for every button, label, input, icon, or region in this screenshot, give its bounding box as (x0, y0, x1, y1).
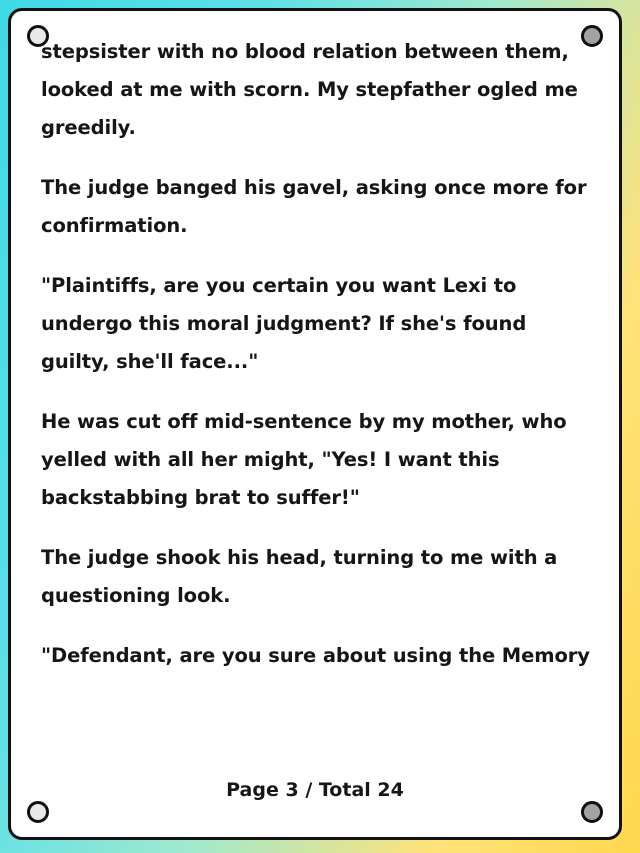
binder-hole-bottom-right (581, 801, 603, 823)
page-footer (11, 779, 619, 801)
paragraph: The judge banged his gavel, asking once more for confirmation. (41, 176, 587, 237)
paragraph: "Defendant, are you sure about using the Memory (41, 644, 590, 667)
document-page (8, 8, 622, 840)
paragraph: stepsister with no blood relation between them, looked at me with scorn. My stepfather ogled me greedily. (41, 40, 578, 139)
paragraph: The judge shook his head, turning to me with a questioning look. (41, 546, 558, 607)
paragraph: "Plaintiffs, are you certain you want Lexi to undergo this moral judgment? If she's found guilty, she'll face..." (41, 274, 527, 373)
paragraph: He was cut off mid-sentence by my mother, who yelled with all her might, "Yes! I want this backstabbing brat to suffer!" (41, 410, 567, 509)
page-counter: Page 3 / Total 24 (226, 779, 404, 801)
binder-hole-bottom-left (27, 801, 49, 823)
document-text-body (41, 33, 597, 773)
